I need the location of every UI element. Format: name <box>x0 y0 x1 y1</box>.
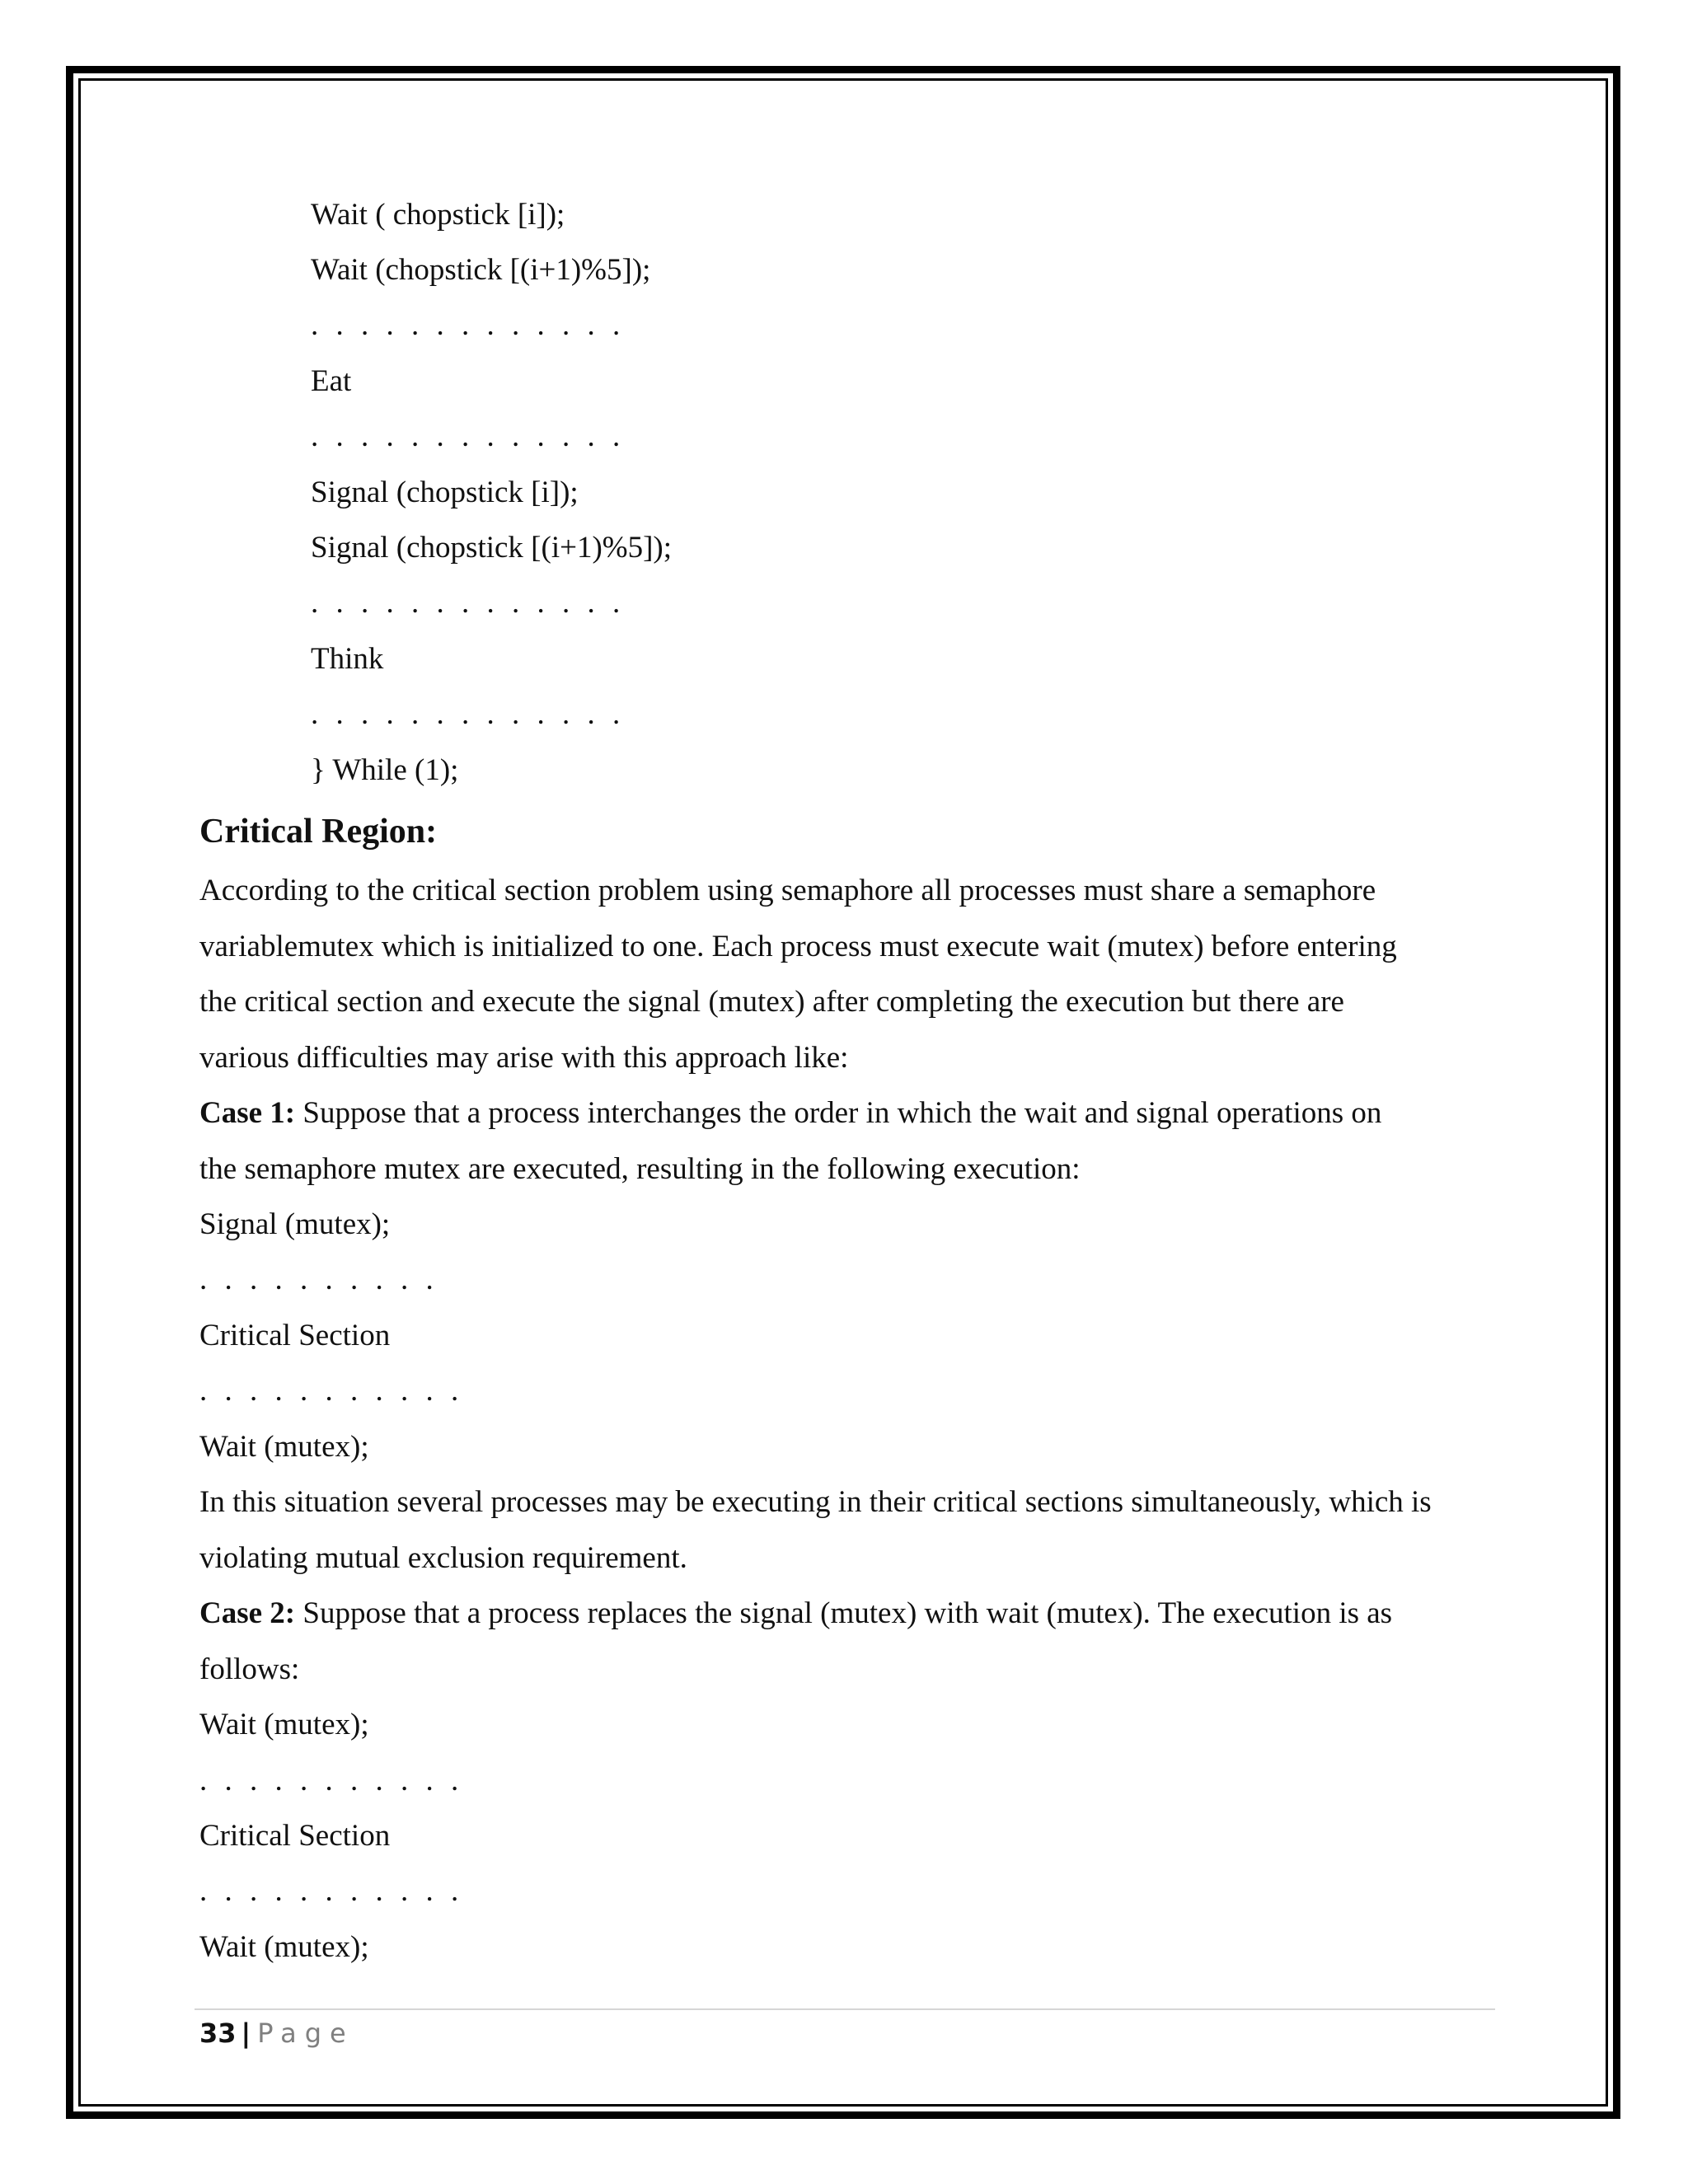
footer-divider <box>195 2008 1495 2010</box>
case-1-paragraph <box>199 1094 1381 1132</box>
code-line: Wait (mutex); <box>199 1430 369 1464</box>
code-ellipsis: . . . . . . . . . . <box>199 1263 438 1296</box>
code-line: Signal (chopstick [i]); <box>311 476 579 509</box>
page-number: 33 <box>199 2018 237 2049</box>
code-line: Wait (mutex); <box>199 1930 369 1964</box>
case-1-label: Case 1: <box>199 1096 296 1130</box>
code-line: Wait ( chopstick [i]); <box>311 198 565 232</box>
page-footer <box>199 2017 354 2050</box>
code-line: Critical Section <box>199 1819 391 1853</box>
code-line: Critical Section <box>199 1319 391 1352</box>
section-heading: Critical Region: <box>199 813 438 851</box>
code-line: Signal (mutex); <box>199 1207 391 1241</box>
code-line: Signal (chopstick [(i+1)%5]); <box>311 531 673 565</box>
case-2-text: Suppose that a process replaces the signal (mutex) with wait (mutex). The execution is as <box>295 1596 1393 1630</box>
case-2-label: Case 2: <box>199 1596 296 1630</box>
paragraph-line: follows: <box>199 1652 300 1686</box>
code-ellipsis: . . . . . . . . . . . . . <box>311 419 626 453</box>
case-2-paragraph <box>199 1595 1392 1633</box>
code-line: Wait (chopstick [(i+1)%5]); <box>311 253 651 287</box>
code-line: Wait (mutex); <box>199 1708 369 1741</box>
code-ellipsis: . . . . . . . . . . . <box>199 1374 464 1408</box>
code-line: Eat <box>311 364 352 398</box>
code-ellipsis: . . . . . . . . . . . <box>199 1874 464 1908</box>
code-ellipsis: . . . . . . . . . . . . . <box>311 586 626 620</box>
paragraph-line: According to the critical section problem using semaphore all processes must share a semaphore <box>199 874 1376 907</box>
case-1-text: Suppose that a process interchanges the order in which the wait and signal operations on <box>295 1096 1382 1130</box>
page-label: Page <box>257 2018 354 2049</box>
code-line: Think <box>311 642 384 676</box>
paragraph-line: various difficulties may arise with this approach like: <box>199 1041 849 1075</box>
footer-separator: | <box>241 2018 251 2049</box>
code-ellipsis: . . . . . . . . . . . . . <box>311 308 626 342</box>
code-ellipsis: . . . . . . . . . . . . . <box>311 697 626 731</box>
paragraph-line: the semaphore mutex are executed, resulting in the following execution: <box>199 1152 1081 1186</box>
paragraph-line: the critical section and execute the signal (mutex) after completing the execution but there are <box>199 985 1344 1019</box>
code-line: } While (1); <box>311 753 459 787</box>
paragraph-line: violating mutual exclusion requirement. <box>199 1541 687 1575</box>
code-ellipsis: . . . . . . . . . . . <box>199 1764 464 1797</box>
paragraph-line: In this situation several processes may be executing in their critical sections simultaneously, which is <box>199 1485 1432 1519</box>
paragraph-line: variablemutex which is initialized to one. Each process must execute wait (mutex) before entering <box>199 930 1397 963</box>
